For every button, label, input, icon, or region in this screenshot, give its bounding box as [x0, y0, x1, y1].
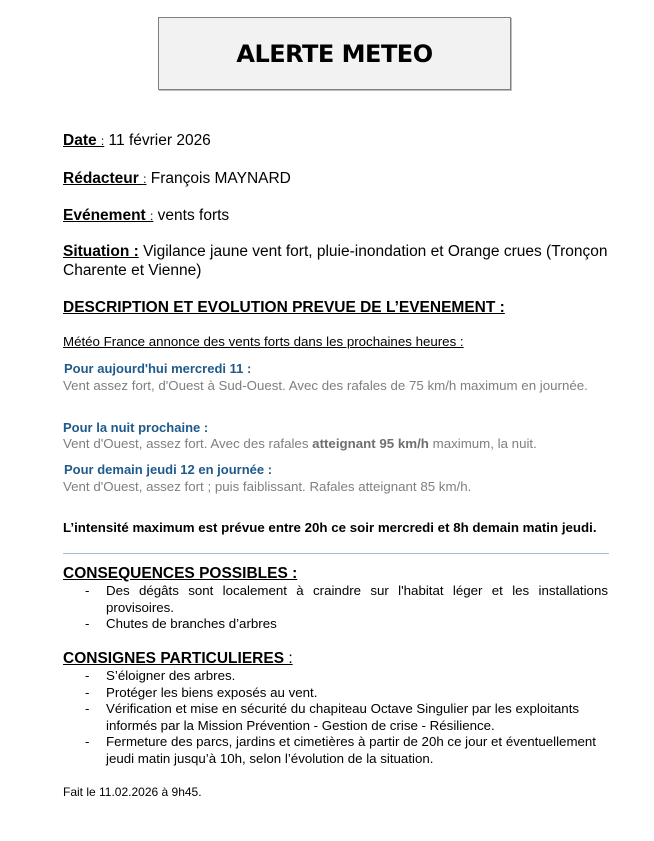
list-item-text: Vérification et mise en sécurité du chapiteau Octave Singulier par les exploitants informés par la Mission Prévention - Gestion de crise - Résilience.: [106, 701, 580, 733]
forecast-heading-night: Pour la nuit prochaine :: [63, 420, 209, 435]
field-label: Rédacteur: [63, 170, 144, 187]
field-value: 11 février 2026: [104, 132, 211, 149]
field-author: [63, 170, 291, 188]
forecast-text-night: [63, 436, 608, 452]
field-date: [63, 132, 211, 150]
list-item-text: S’éloigner des arbres.: [106, 668, 236, 683]
field-label: Evénement: [63, 207, 151, 224]
list-item-text: Protéger les biens exposés au vent.: [106, 684, 318, 700]
forecast-heading-today: Pour aujourd'hui mercredi 11 :: [64, 361, 252, 376]
field-label: Date: [63, 132, 101, 149]
bullet-dash: -: [85, 668, 90, 683]
field-value: François MAYNARD: [146, 170, 291, 187]
list-item: [63, 701, 608, 734]
bullet-dash: -: [85, 583, 90, 598]
forecast-text-today: Vent assez fort, d'Ouest à Sud-Ouest. Avec des rafales de 75 km/h maximum en journée.: [63, 378, 588, 393]
forecast-text-tomorrow: Vent d'Ouest, assez fort ; puis faiblissant. Rafales atteignant 85 km/h.: [63, 479, 472, 494]
field-sep: :: [143, 172, 147, 186]
description-intro: Météo France annonce des vents forts dans les prochaines heures :: [63, 334, 464, 349]
field-value: vents forts: [153, 207, 230, 224]
list-item: [63, 685, 608, 702]
bullet-dash: -: [85, 616, 90, 631]
instructions-heading: [63, 650, 293, 668]
field-label: Situation :: [63, 243, 139, 260]
bullet-dash: -: [85, 684, 90, 700]
description-heading: DESCRIPTION ET EVOLUTION PREVUE DE L’EVENEMENT :: [63, 299, 505, 316]
instructions-heading-text: CONSIGNES PARTICULIERES: [63, 650, 285, 667]
separator-line: [63, 553, 609, 554]
field-value: Vigilance jaune vent fort, pluie-inondation et Orange crues (Tronçon Charente et Vienne): [63, 243, 608, 279]
list-item-text: Fermeture des parcs, jardins et cimetières à partir de 20h ce jour et éventuellement jeudi matin jusqu’à 10h, selon l’évolution de la situation.: [106, 734, 597, 766]
list-item-text: Chutes de branches d’arbres: [106, 616, 277, 631]
list-item: [63, 583, 608, 616]
list-item: [63, 668, 608, 685]
instructions-heading-sep: :: [284, 650, 293, 667]
bullet-dash: -: [85, 701, 90, 716]
forecast-text-part: maximum, la nuit.: [428, 436, 537, 451]
field-event: [63, 207, 229, 225]
bullet-dash: -: [85, 734, 90, 749]
list-item: [63, 616, 608, 633]
field-situation: [63, 242, 608, 280]
forecast-text-part: Vent d'Ouest, assez fort. Avec des rafales: [63, 436, 313, 451]
field-sep: :: [150, 209, 154, 223]
instructions-list: [63, 668, 608, 767]
intensity-note: L’intensité maximum est prévue entre 20h ce soir mercredi et 8h demain matin jeudi.: [63, 520, 597, 535]
list-item: [63, 734, 608, 767]
title-box: [158, 17, 511, 90]
consequences-list: [63, 583, 608, 633]
forecast-heading-tomorrow: Pour demain jeudi 12 en journée :: [64, 462, 273, 477]
list-item-text: Des dégâts sont localement à craindre sur l'habitat léger et les installations provisoires.: [106, 583, 608, 615]
document-title: ALERTE METEO: [236, 39, 433, 68]
forecast-text-bold: atteignant 95 km/h: [312, 436, 429, 451]
field-sep: :: [100, 134, 105, 148]
footer-note: Fait le 11.02.2026 à 9h45.: [63, 785, 202, 799]
consequences-heading: CONSEQUENCES POSSIBLES :: [63, 565, 298, 582]
